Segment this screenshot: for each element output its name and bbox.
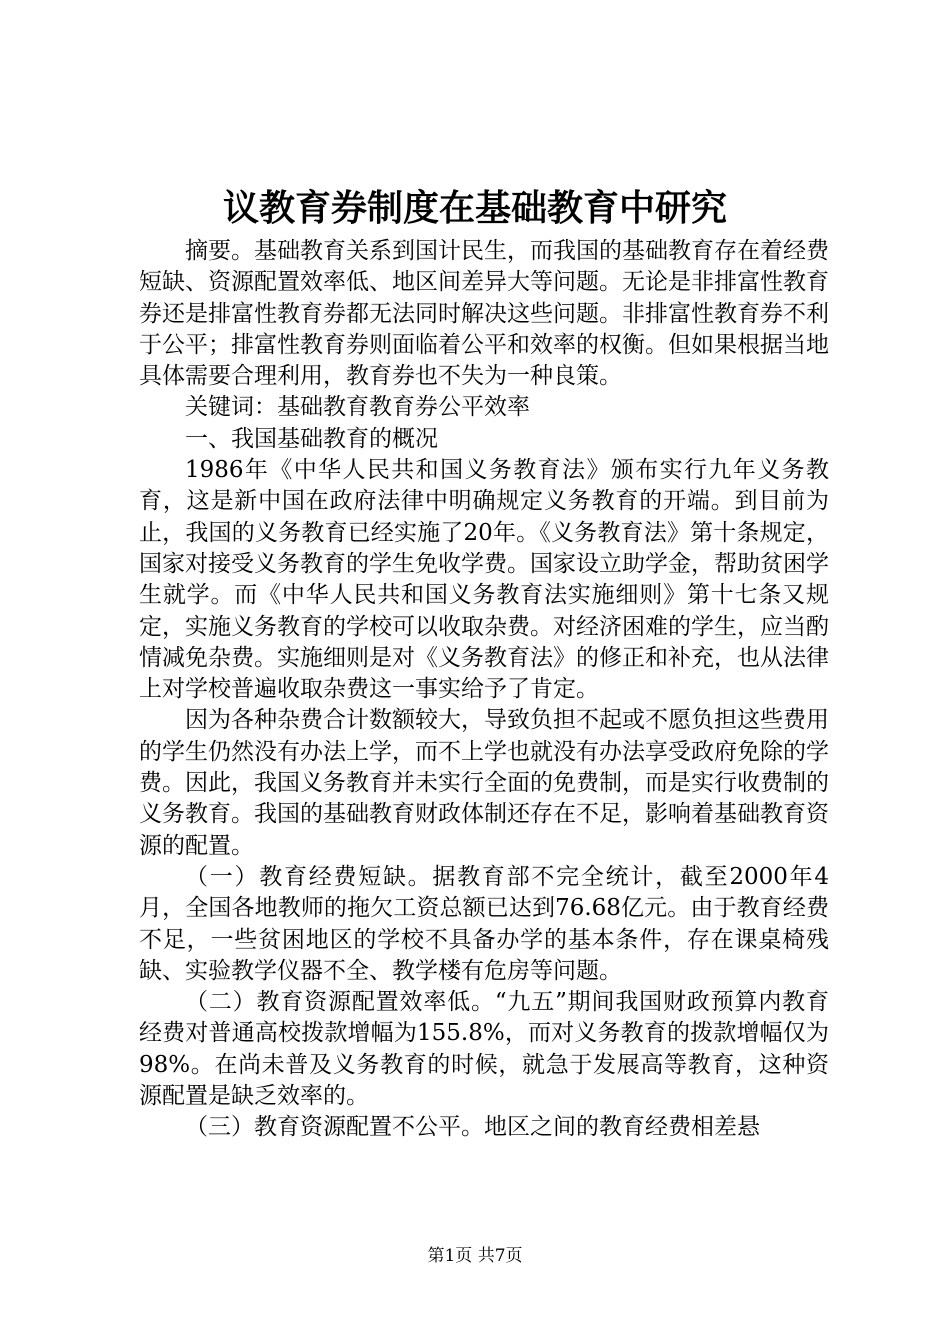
page-footer: 第1页 共7页 bbox=[427, 1246, 523, 1266]
body-paragraph: （二）教育资源配置效率低。“九五”期间我国财政预算内教育经费对普通高校拨款增幅为155.8%，而对义务教育的拨款增幅仅为98%。在尚未普及义务教育的时候，就急于发展高等教育，这种资源配置是缺乏效率的。 bbox=[139, 989, 829, 1110]
body-paragraph: 因为各种杂费合计数额较大，导致负担不起或不愿负担这些费用的学生仍然没有办法上学，而不上学也就没有办法享受政府免除的学费。因此，我国义务教育并未实行全面的免费制，而是实行收费制的义务教育。我国的基础教育财政体制还存在不足，影响着基础教育资源的配置。 bbox=[139, 707, 829, 859]
body-paragraph: （一）教育经费短缺。据教育部不完全统计，截至2000年4月，全国各地教师的拖欠工资总额已达到76.68亿元。由于教育经费不足，一些贫困地区的学校不具备办学的基本条件，存在课桌椅残缺、实验教学仪器不全、教学楼有危房等问题。 bbox=[139, 863, 829, 984]
body-paragraph: （三）教育资源配置不公平。地区之间的教育经费相差悬 bbox=[185, 1114, 760, 1141]
body-paragraph: 1986年《中华人民共和国义务教育法》颁布实行九年义务教育，这是新中国在政府法律中明确规定义务教育的开端。到目前为止，我国的义务教育已经实施了20年。《义务教育法》第十条规定，国家对接受义务教育的学生免收学费。国家设立助学金，帮助贫困学生就学。而《中华人民共和国义务教育法实施细则》第十七条又规定，实施义务教育的学校可以收取杂费。对经济困难的学生，应当酌情减免杂费。实施细则是对《义务教育法》的修正和补充，也从法律上对学校普遍收取杂费这一事实给予了肯定。 bbox=[139, 457, 829, 703]
keywords-line: 关键词：基础教育教育券公平效率 bbox=[185, 394, 530, 421]
document-body bbox=[139, 236, 829, 1144]
abstract-paragraph: 摘要。基础教育关系到国计民生，而我国的基础教育存在着经费短缺、资源配置效率低、地区间差异大等问题。无论是非排富性教育券还是排富性教育券都无法同时解决这些问题。非排富性教育券不利于公平；排富性教育券则面临着公平和效率的权衡。但如果根据当地具体需要合理利用，教育券也不失为一种良策。 bbox=[139, 238, 829, 390]
document-title: 议教育券制度在基础教育中研究 bbox=[222, 188, 727, 229]
section-heading: 一、我国基础教育的概况 bbox=[185, 425, 438, 452]
